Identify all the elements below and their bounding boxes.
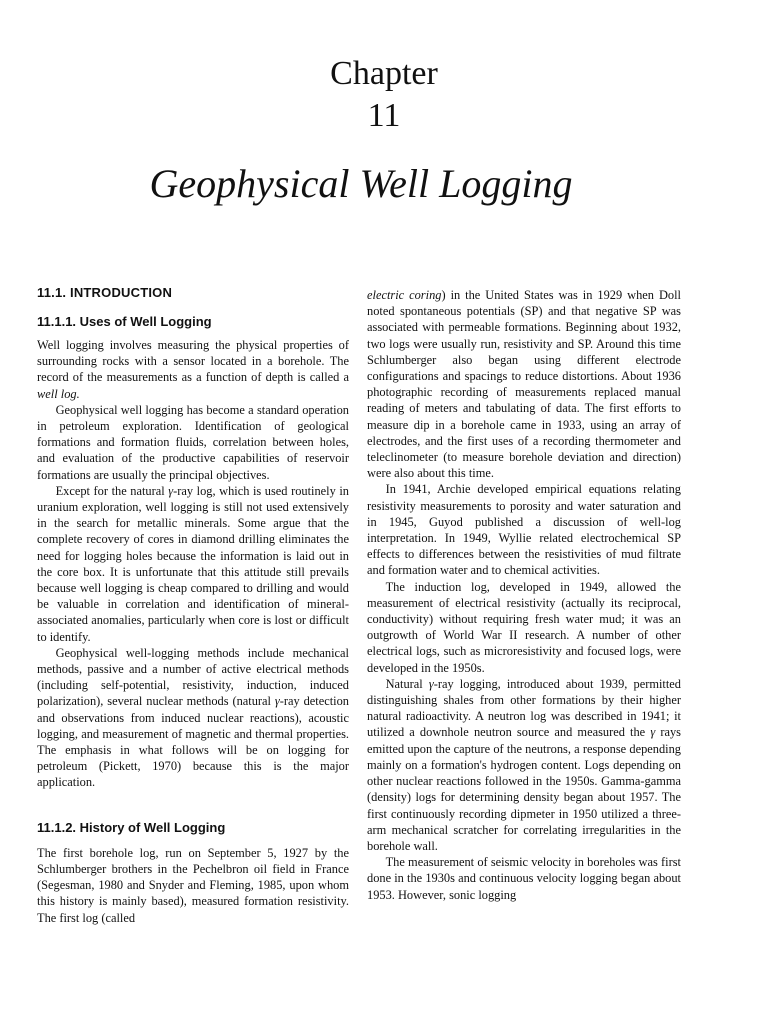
paragraph: In 1941, Archie developed empirical equations relating resistivity measurements to porosity and water saturation and in 1945, Guyod published a discussion of well-log interpretation. In 1949, Wyllie related electrochemical SP effects to differences between the resistivities of mud filtrate and formation water and to chemical activities. <box>367 482 681 578</box>
left-column <box>37 280 349 926</box>
right-column <box>367 287 681 903</box>
term-electric-coring: electric coring <box>367 288 442 302</box>
chapter-title: Geophysical Well Logging <box>149 161 573 206</box>
paragraph-text: ) in the United States was in 1929 when Doll noted spontaneous potentials (SP) and that negative SP was associated with permeable formations. Beginning about 1932, two logs were usually run, resistivity and SP. Around this time Schlumberger also began using different electrode configurations and spacings to reduce distortions. About 1936 photographic recording of measurements replaced manual reading of meters and tabulating of data. The first efforts to measure dip in a borehole came in 1933, using an array of electrodes, and the first uses of a recording thermometer and teleclinometer (to measure borehole deviation and direction) were also about this time. <box>367 288 681 481</box>
paragraph: Geophysical well logging has become a standard operation in petroleum exploration. Identification of geological formations and formation fluids, correlation between holes, and evaluation of the productive capabilities of reservoir formations are usually the principal objectives. <box>37 402 349 482</box>
chapter-word: Chapter <box>330 55 438 92</box>
paragraph <box>367 287 681 481</box>
paragraph: The first borehole log, run on September 5, 1927 by the Schlumberger brothers in the Pechelbron oil field in France (Segesman, 1980 and Snyder and Fleming, 1985, upon whom this history is mainly based), measured formation resistivity. The first log (called <box>37 845 349 925</box>
paragraph-text: Well logging involves measuring the physical properties of surrounding rocks with a sensor located in a borehole. The record of the measurements as a function of depth is called a <box>37 338 349 385</box>
gamma-symbol: γ <box>428 676 434 691</box>
paragraph: The measurement of seismic velocity in boreholes was first done in the 1930s and continuous velocity logging began about 1953. However, sonic logging <box>367 855 681 902</box>
gamma-symbol: γ <box>274 694 280 709</box>
paragraph: The induction log, developed in 1949, allowed the measurement of electrical resistivity (actually its reciprocal, conductivity) without requiring fresh water mud; it was an outgrowth of World War II research. A number of other electrical logs, such as microresistivity and focused logs, were developed in the 1950s. <box>367 579 681 675</box>
section-heading-introduction: 11.1. INTRODUCTION <box>37 285 173 300</box>
paragraph-text: rays emitted upon the capture of the neutrons, a response depending mainly on a formation's hydrogen content. Logs depending on other nuclear reactions followed in the 1950s. Gamma-gamma (density) logs for determining density began about 1957. The first continuously recording dipmeter in 1950 utilized a three-arm mechanical scratcher for correlating irregularities in the borehole wall. <box>367 725 681 853</box>
paragraph <box>37 645 349 791</box>
paragraph-text: -ray log, which is used routinely in uranium exploration, well logging is still not used extensively in the search for metallic minerals. Some argue that the complete recovery of cores in diamond drilling eliminates the need for logging holes because the information is laid out in the core box. It is unfortunate that this attitude still prevails because well logging is cheap compared to drilling and would be valuable in correlation and identification of mineral-associated anomalies, particularly when core is lost or difficult to identify. <box>37 483 350 644</box>
paragraph-text: Except for the natural <box>55 483 169 498</box>
chapter-number: 11 <box>367 97 401 134</box>
paragraph <box>37 337 349 402</box>
paragraph <box>367 676 681 854</box>
paragraph-text: -ray logging, introduced about 1939, permitted distinguishing shales from other formations by their higher natural radioactivity. A neutron log was described in 1941; it utilized a downhole neutron source and measured the <box>367 676 681 740</box>
subsection-heading-history: 11.1.2. History of Well Logging <box>37 819 226 835</box>
paragraph-text: Geophysical well-logging methods include mechanical methods, passive and a number of active electrical methods (including self-potential, resistivity, induction, induced polarization), several nuclear methods (natural <box>37 645 349 709</box>
paragraph-text: Natural <box>385 676 429 691</box>
subsection-heading-uses: 11.1.1. Uses of Well Logging <box>37 314 212 329</box>
term-well-log: well log. <box>37 386 80 401</box>
gamma-symbol: γ <box>650 725 656 740</box>
paragraph <box>37 483 349 645</box>
paragraph-text: -ray detection and observations from induced nuclear reactions), acoustic logging, and measurement of magnetic and thermal properties. The emphasis in what follows will be on logging for petroleum (Pickett, 1970) because this is the major application. <box>37 694 349 790</box>
gamma-symbol: γ <box>168 483 174 498</box>
